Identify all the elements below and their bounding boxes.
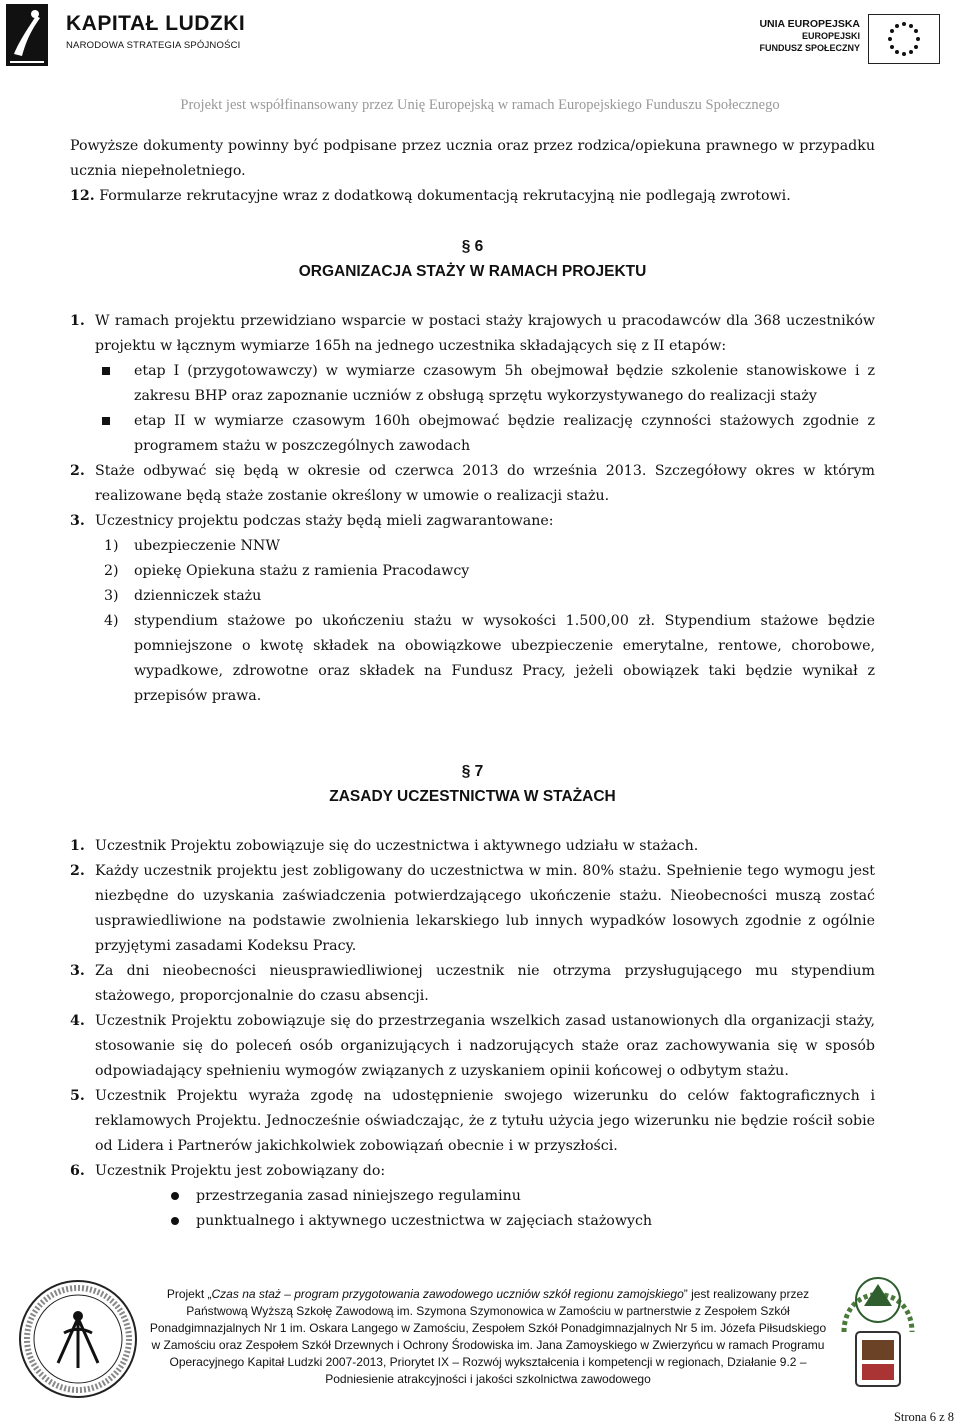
s6-stage-1 xyxy=(70,359,875,409)
section-6-symbol: § 6 xyxy=(461,238,484,255)
footer-rest: ” jest realizowany przez Państwową Wyższą Szkołę Zawodową im. Szymona Szymonowica w Zamościu w partnerstwie z Zespołem Szkół Ponadgimnazjalnych Nr 1 im. Oskara Langego w Zamościu, Zespołem Szkół Ponadgimnazjalnych Nr 5 im. Józefa Piłsudskiego w Zamościu oraz Zespołem Szkół Drzewnych i Ochrony Środowiska im. Jana Zamoyskiego w Zwierzyńcu w ramach Programu Operacyjnego Kapitał Ludzki 2007-2013, Priorytet IX – Rozwój wykształcenia i kompetencji w regionach, Działanie 9.2 – Podniesienie atrakcyjności i jakości szkolnictwa zawodowego xyxy=(149,1287,827,1386)
sub-text: dzienniczek stażu xyxy=(134,588,262,604)
item-number: 5. xyxy=(70,1088,85,1104)
item-number: 1. xyxy=(70,838,85,854)
eu-label xyxy=(759,18,860,54)
sub-text: ubezpieczenie NNW xyxy=(134,538,280,554)
square-bullet-icon xyxy=(102,417,110,425)
page-number: Strona 6 z 8 xyxy=(893,1410,954,1424)
footer-project-info xyxy=(148,1286,828,1388)
kapital-ludzki-logo-icon xyxy=(6,4,48,66)
stage-text: etap II w wymiarze czasowym 160h obejmować będzie realizację czynności stażowych zgodnie z programem stażu w poszczególnych zawodach xyxy=(134,413,875,454)
cofinancing-caption: Projekt jest współfinansowany przez Unię Europejską w ramach Europejskiego Funduszu Społecznego xyxy=(180,97,780,113)
s6-stage-2 xyxy=(70,409,875,459)
brand-subtitle: NARODOWA STRATEGIA SPÓJNOŚCI xyxy=(66,40,241,51)
item-text: Uczestnik Projektu jest zobowiązany do: xyxy=(95,1163,386,1179)
stage-text: etap I (przygotowawczy) w wymiarze czasowym 5h obejmował będzie szkolenie stanowiskowe i z zakresu BHP oraz zapoznanie uczniów z obsługą sprzętu wykorzystywanego do realizacji staży xyxy=(134,363,875,404)
item-number: 2. xyxy=(70,463,85,479)
square-bullet-icon xyxy=(102,367,110,375)
sub-text: opiekę Opiekuna stażu z ramienia Pracodawcy xyxy=(134,563,470,579)
s7-item-5 xyxy=(70,1084,875,1159)
sub-number: 1) xyxy=(104,538,119,554)
section-6-title: ORGANIZACJA STAŻY W RAMACH PROJEKTU xyxy=(298,263,647,280)
s6-item-2 xyxy=(70,459,875,509)
s6-sub-4 xyxy=(70,609,875,709)
item-number: 12. xyxy=(70,188,95,204)
item-text: W ramach projektu przewidziano wsparcie w postaci staży krajowych u pracodawców dla 368 uczestników projektu w łącznym wymiarze 165h na jednego uczestnika składających się z II etapów: xyxy=(95,313,875,354)
s7-item-4 xyxy=(70,1009,875,1084)
item-number: 1. xyxy=(70,313,85,329)
s7-item-1 xyxy=(70,834,875,859)
s6-sub-3 xyxy=(70,584,875,609)
university-seal-icon xyxy=(18,1278,138,1400)
item-number: 4. xyxy=(70,1013,85,1029)
eu-line-1: UNIA EUROPEJSKA xyxy=(759,18,860,30)
s7-item-3 xyxy=(70,959,875,1009)
item-text: Uczestnik Projektu zobowiązuje się do przestrzegania wszelkich zasad ustanowionych dla organizacji staży, stosowanie się do poleceń osób organizujących i nadzorujących staże oraz zachowywania się w sposób odpowiadający spełnieniu wymogów związanych z uzyskaniem opinii końcowej o odbytym stażu. xyxy=(95,1013,875,1079)
item-number: 3. xyxy=(70,513,85,529)
item-text: Uczestnicy projektu podczas staży będą mieli zagwarantowane: xyxy=(95,513,554,529)
footer-prefix: Projekt „ xyxy=(166,1287,212,1301)
page-header xyxy=(0,0,960,120)
item-text: Za dni nieobecności nieusprawiedliwionej uczestnik nie otrzyma przysługującego mu stypendium stażowego, proporcjonalnie do czasu absencji. xyxy=(95,963,875,1004)
item-number: 6. xyxy=(70,1163,85,1179)
s7-item-6 xyxy=(70,1159,875,1184)
s6-item-3 xyxy=(70,509,875,534)
round-bullet-icon xyxy=(171,1217,179,1225)
round-bullet-icon xyxy=(171,1192,179,1200)
s6-sub-1 xyxy=(70,534,875,559)
s6-item-1 xyxy=(70,309,875,359)
item-number: 3. xyxy=(70,963,85,979)
eu-flag-icon xyxy=(868,14,940,64)
item-text: Każdy uczestnik projektu jest zobligowany do uczestnictwa w min. 80% stażu. Spełnienie tego wymogu jest niezbędne do uzyskania zaświadczenia potwierdzającego ukończenie stażu. Nieobecności muszą zostać usprawiedliwione na podstawie zwolnienia lekarskiego lub innych wypadków losowych zgodnie z ogólnie przyjętymi zasadami Kodeksu Pracy. xyxy=(95,863,875,954)
item-text: Uczestnik Projektu wyraża zgodę na udostępnienie swojego wizerunku do celów faktograficznych i reklamowych Projektu. Jednocześnie oświadczając, że z tytułu użycia jego wizerunku nie będzie rościł sobie od Lidera i Partnerów jakichkolwiek zobowiązań obecnie i w przyszłości. xyxy=(95,1088,875,1154)
document-body xyxy=(70,134,875,1234)
s7-bullet-2 xyxy=(70,1209,875,1234)
s7-bullet-1 xyxy=(70,1184,875,1209)
intro-item-12 xyxy=(70,184,875,209)
school-crest-icon xyxy=(834,1262,922,1392)
sub-number: 3) xyxy=(104,588,119,604)
s6-sub-2 xyxy=(70,559,875,584)
s7-item-2 xyxy=(70,859,875,959)
section-7-symbol: § 7 xyxy=(461,763,484,780)
sub-text: stypendium stażowe po ukończeniu stażu w wysokości 1.500,00 zł. Stypendium stażowe będzie pomniejszone o kwotę składek na obowiązkowe ubezpieczenie emerytalne, rentowe, chorobowe, wypadkowe, zdrowotne oraz składek na Fundusz Pracy, jeżeli obowiązek taki będzie wynikał z przepisów prawa. xyxy=(134,613,875,704)
sub-number: 4) xyxy=(104,613,119,629)
item-text: Staże odbywać się będą w okresie od czerwca 2013 do września 2013. Szczegółowy okres w którym realizowane będą staże zostanie określony w umowie o realizacji stażu. xyxy=(95,463,875,504)
brand-name: KAPITAŁ LUDZKI xyxy=(66,12,246,35)
item-text: Formularze rekrutacyjne wraz z dodatkową dokumentacją rekrutacyjną nie podlegają zwrotowi. xyxy=(99,188,791,204)
eu-line-3: FUNDUSZ SPOŁECZNY xyxy=(759,43,860,53)
item-text: Uczestnik Projektu zobowiązuje się do uczestnictwa i aktywnego udziału w stażach. xyxy=(95,838,699,854)
bullet-text: punktualnego i aktywnego uczestnictwa w zajęciach stażowych xyxy=(196,1213,653,1229)
footer-project-title: Czas na staż – program przygotowania zawodowego uczniów szkół regionu zamojskiego xyxy=(211,1287,684,1301)
intro-paragraph: Powyższe dokumenty powinny być podpisane przez ucznia oraz przez rodzica/opiekuna prawnego w przypadku ucznia niepełnoletniego. xyxy=(70,138,875,179)
section-7-title: ZASADY UCZESTNICTWA W STAŻACH xyxy=(329,788,616,805)
eu-line-2: EUROPEJSKI xyxy=(801,31,860,41)
item-number: 2. xyxy=(70,863,85,879)
sub-number: 2) xyxy=(104,563,119,579)
bullet-text: przestrzegania zasad niniejszego regulaminu xyxy=(196,1188,521,1204)
